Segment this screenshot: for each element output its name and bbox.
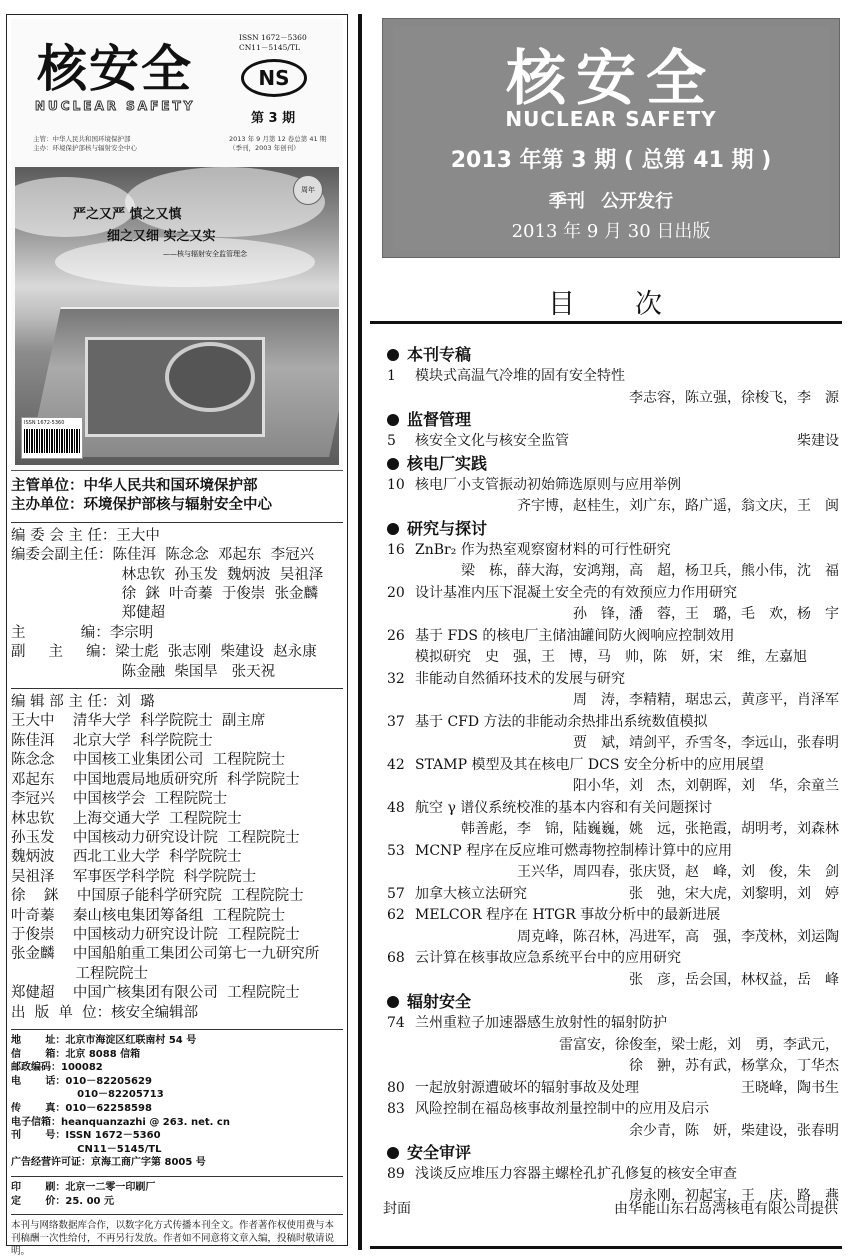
toc-article-title: MELCOR 程序在 HTGR 事故分析中的最新进展 [415, 907, 721, 923]
toc-page-number: 5 [387, 433, 396, 449]
reactor-ring-shape [165, 342, 255, 412]
cover-thumbnail-sponsors [33, 135, 137, 153]
contact-line: 地 址：北京市海淀区红联南村 54 号 [11, 1034, 197, 1046]
contact-line: 传 真：010－62258598 [11, 1102, 152, 1114]
toc-article[interactable] [383, 475, 843, 518]
toc-page-number: 42 [387, 756, 405, 773]
toc-article[interactable] [383, 905, 843, 948]
board-line: 副 主 编：梁士彪 张志刚 柴建设 赵永康 [11, 644, 317, 661]
toc-article-line [383, 540, 843, 562]
copyright-section [11, 1215, 343, 1260]
office-line: 陈佳洱 北京大学 科学院院士 [11, 732, 213, 749]
toc-category [383, 991, 843, 1013]
copyright-note: 本刊与网络数据库合作，以数字化方式传播本刊全文。作者著作权使用费与本刊稿酬一次性给付，不再另行发放。作者如不同意将文章入编，投稿时敬请说明。 [11, 1220, 335, 1258]
toc-article-title: 基于 CFD 方法的非能动余热排出系统数值模拟 [415, 713, 708, 730]
office-line: 邓起东 中国地震局地质研究所 科学院院士 [11, 771, 300, 788]
toc-article-continuation: 模拟研究 史 强，王 博，马 帅，陈 妍，宋 维，左嘉旭 [415, 649, 807, 665]
toc-article-authors: 梁 栋，薛大海，安鸿翔，高 超，杨卫兵，熊小伟，沈 福 [461, 563, 839, 579]
toc-page-number: 80 [387, 1079, 405, 1096]
toc-category-label: 监督管理 [407, 410, 472, 429]
journal-cover-inner [393, 27, 829, 251]
board-line: 陈金融 柴国旱 张天祝 [11, 663, 276, 680]
bullet-icon [387, 458, 399, 470]
toc-article[interactable] [383, 583, 843, 626]
office-line: 魏炳波 西北工业大学 科学院院士 [11, 849, 242, 866]
toc-article-line [383, 1099, 843, 1121]
barcode-bars [24, 429, 80, 453]
office-line: 李冠兴 中国核学会 工程院院士 [11, 791, 228, 808]
bullet-icon [387, 1147, 399, 1159]
office-line: 于俊崇 中国核动力研究设计院 工程院院士 [11, 926, 300, 943]
issn-text: ISSN 1672－5360 [239, 33, 307, 42]
toc-article-authors: 余少青，陈 妍，柴建设，张春明 [629, 1122, 839, 1139]
bullet-icon [387, 523, 399, 535]
office-line: 陈念念 中国核工业集团公司 工程院院士 [11, 752, 286, 769]
toc-page-number: 53 [387, 842, 405, 859]
contact-email: 电子信箱：heanquanzazhi @ 263. net. cn [11, 1116, 230, 1128]
bullet-icon [387, 996, 399, 1008]
toc-article[interactable] [383, 798, 843, 841]
toc-page-number: 62 [387, 907, 405, 923]
office-line: 吴祖泽 军事医学科学院 科学院院士 [11, 868, 257, 885]
left-column [6, 14, 348, 1258]
masthead-info [11, 473, 343, 1260]
contact-line: CN11－5145/TL [11, 1143, 162, 1155]
contact-section [11, 1030, 343, 1177]
board-line: 主 编：李宗明 [11, 624, 154, 641]
toc-article[interactable] [383, 712, 843, 755]
toc-page-number: 48 [387, 799, 405, 816]
toc-rule [370, 321, 842, 324]
slogan-line-2: 细之又细 实之又实 [107, 229, 216, 244]
sponsor-line: 主管：中华人民共和国环境保护部 [33, 135, 131, 143]
toc-category [383, 344, 843, 366]
price-line: 定 价：25. 00 元 [11, 1195, 114, 1207]
toc-article-authors: 李志容，陈立强，徐梭飞，李 源 [629, 389, 839, 406]
cover-thumbnail-issue: 第 3 期 [251, 111, 296, 126]
contact-line: 广告经营许可证：京海工商广字第 8005 号 [11, 1157, 206, 1169]
supervisor-line: 主管单位：中华人民共和国环境保护部 [11, 478, 258, 494]
office-line: 出 版 单 位：核安全编辑部 [11, 1004, 199, 1021]
toc-category [383, 1142, 843, 1164]
toc-article-line [383, 841, 843, 863]
toc-article-line [383, 626, 843, 648]
toc-category [383, 518, 843, 540]
sponsor-line: 主办：环境保护部核与辐射安全中心 [33, 144, 137, 152]
toc-article-title: 基于 FDS 的核电厂主储油罐间防火阀响应控制效用 [415, 627, 735, 644]
toc-article-line [383, 431, 843, 453]
editorial-board-section [11, 523, 343, 689]
toc-article-title: STAMP 模型及其在核电厂 DCS 安全分析中的应用展望 [415, 756, 764, 773]
print-line: 印 刷：北京一二零一印刷厂 [11, 1181, 156, 1193]
toc-article-authors: 贾 斌，靖剑平，乔雪冬，李远山，张春明 [573, 735, 839, 751]
toc-article-line [383, 366, 843, 388]
contact-line: 信 箱：北京 8088 信箱 [11, 1048, 141, 1060]
office-line: 张金麟 中国船舶重工集团公司第七一九研究所 [11, 946, 320, 963]
slogan-line-1: 严之又严 慎之又慎 [73, 207, 182, 222]
sponsor-unit-line: 主办单位：环境保护部核与辐射安全中心 [11, 497, 272, 514]
toc-article-title: 兰州重粒子加速器感生放射性的辐射防护 [415, 1015, 667, 1031]
toc-page-number: 68 [387, 950, 405, 966]
editorial-office-section [11, 689, 343, 1030]
toc-article-title: 非能动自然循环技术的发展与研究 [415, 670, 625, 687]
journal-cover-box [382, 18, 840, 258]
journal-pub-date: 2013 年 9 月 30 日出版 [511, 221, 711, 242]
toc-article-title: 核安全文化与核安全监管 [415, 433, 569, 449]
bullet-icon [387, 349, 399, 361]
office-line: 叶奇蓁 秦山核电集团筹备组 工程院院士 [11, 907, 286, 924]
toc-category [383, 453, 843, 475]
admin-section [11, 473, 343, 523]
board-line: 编委会副主任：陈佳洱 陈念念 邓起东 李冠兴 [11, 547, 315, 564]
contact-line: 刊 号：ISSN 1672－5360 [11, 1130, 161, 1142]
contact-line: 010－82205713 [11, 1089, 164, 1101]
board-line: 徐 銤 叶奇蓁 于俊崇 张金麟 [11, 586, 318, 603]
toc-article-line [383, 712, 843, 734]
cover-thumbnail-title: 核安全 [37, 39, 193, 98]
toc-article[interactable] [383, 1013, 843, 1078]
toc-article-authors: 韩善彪，李 锦，陆巍巍，姚 远，张艳霞，胡明考，刘森林 [461, 821, 839, 837]
toc-article-title: 风险控制在福岛核事故剂量控制中的应用及启示 [415, 1101, 709, 1117]
cover-credit [383, 1198, 838, 1218]
office-line: 王大中 清华大学 科学院院士 副主席 [11, 713, 266, 730]
cover-photo [15, 167, 339, 465]
toc-page-number: 1 [387, 368, 396, 384]
cover-credit-text: 由华能山东石岛湾核电有限公司提供 [614, 1201, 838, 1217]
slogan-line-3: ——核与辐射安全监管理念 [163, 250, 247, 258]
toc-article-title: 航空 γ 谱仪系统校准的基本内容和有关问题探讨 [415, 799, 713, 816]
journal-title: 核安全 [506, 44, 716, 114]
cloud-shape [55, 237, 315, 287]
office-line: 徐 銤 中国原子能科学研究院 工程院院士 [11, 888, 304, 905]
cover-credit-label: 封面 [383, 1201, 411, 1217]
toc-category-label: 核电厂实践 [407, 453, 488, 473]
toc-article[interactable] [383, 669, 843, 712]
journal-en-title: NUCLEAR SAFETY [505, 107, 717, 131]
anniversary-badge-icon: 周年 [293, 175, 323, 205]
toc-article-line [383, 755, 843, 777]
toc-article-authors: 房永刚，初起宝，王 庆，路 燕 [629, 1187, 839, 1204]
toc-article-title: MCNP 程序在反应堆可燃毒物控制棒计算中的应用 [415, 842, 733, 859]
toc-article-title: 设计基准内压下混凝土安全壳的有效预应力作用研究 [415, 584, 737, 601]
toc-article[interactable] [383, 884, 843, 906]
cn-text: CN11－5145/TL [239, 43, 300, 52]
board-line: 编 委 会 主 任：王大中 [11, 527, 160, 544]
cover-thumbnail [11, 19, 343, 471]
toc-article[interactable] [383, 841, 843, 884]
toc-article-title: 核电厂小支管振动初始筛选原则与应用举例 [415, 476, 681, 493]
toc-article-title: 浅谈反应堆压力容器主螺栓孔扩孔修复的核安全审查 [415, 1166, 737, 1182]
toc-article[interactable] [383, 1078, 843, 1100]
bullet-icon [387, 414, 399, 426]
toc-page-number: 16 [387, 541, 405, 558]
cover-thumbnail-en-title: NUCLEAR SAFETY [35, 99, 196, 113]
toc-article-authors: 齐宇博，赵桂生，刘广东，路广遥，翁文庆，王 闽 [517, 498, 839, 514]
column-divider [358, 14, 362, 1250]
journal-issue: 2013 年第 3 期 ( 总第 41 期 ) [450, 148, 772, 173]
toc-article-authors: 张 彦，岳会国，林权益，岳 峰 [629, 971, 839, 988]
toc-category-label: 本刊专稿 [407, 345, 472, 364]
toc-category-label: 辐射安全 [407, 992, 472, 1011]
toc-page-number: 37 [387, 713, 405, 730]
toc-category-label: 安全审评 [407, 1143, 472, 1162]
barcode-text: ISSN 1672-5360 [24, 420, 65, 426]
toc-page-number: 10 [387, 476, 405, 493]
print-section [11, 1177, 343, 1215]
cover-thumbnail-date [229, 135, 326, 153]
barcode-icon [21, 417, 83, 459]
toc-article-authors: 阳小华，刘 杰，刘朝晖，刘 华，余童兰 [573, 778, 839, 794]
toc-category [383, 409, 843, 431]
toc-article-authors: 周 涛，李精精，琚忠云，黄彦平，肖泽军 [573, 692, 839, 708]
table-of-contents [383, 344, 843, 1207]
toc-article[interactable] [383, 366, 843, 409]
toc-page-number: 57 [387, 885, 405, 902]
contact-line: 电 话：010－82205629 [11, 1075, 152, 1087]
toc-article[interactable] [383, 540, 843, 583]
toc-page-number: 89 [387, 1166, 405, 1182]
toc-article-authors: 徐 翀，苏有武，杨掌众，丁华杰 [629, 1058, 839, 1074]
toc-article-title: 加拿大核立法研究 [415, 885, 527, 902]
toc-category-label: 研究与探讨 [407, 518, 488, 538]
toc-article-title: 云计算在核事故应急系统平台中的应用研究 [415, 950, 681, 966]
office-line: 郑健超 中国广核集团有限公司 工程院院士 [11, 985, 300, 1002]
toc-article-authors: 王晓峰，陶书生 [741, 1079, 839, 1096]
cover-thumbnail-issn [239, 33, 307, 53]
ns-logo-icon: NS [241, 59, 307, 97]
toc-article-line [383, 1013, 843, 1035]
toc-article-line [383, 1164, 843, 1186]
toc-article-authors: 张 弛，宋大虎，刘黎明，刘 婷 [629, 885, 839, 902]
toc-article-line [383, 583, 843, 605]
toc-article-title: 模块式高温气冷堆的固有安全特性 [415, 368, 625, 384]
board-line: 郑健超 [11, 605, 166, 622]
office-line: 孙玉发 中国核动力研究设计院 工程院院士 [11, 829, 300, 846]
toc-article[interactable] [383, 1099, 843, 1142]
toc-heading: 目次 [548, 289, 722, 320]
toc-page-number: 74 [387, 1015, 405, 1031]
date-line: （季刊，2003 年创刊） [229, 144, 300, 152]
toc-article-authors: 周克峰，陈召林，冯进军，高 强，李茂林，刘运陶 [517, 928, 839, 945]
toc-page-number: 32 [387, 670, 405, 687]
journal-frequency: 季刊 公开发行 [548, 191, 674, 212]
toc-article[interactable] [383, 431, 843, 453]
office-line: 林忠钦 上海交通大学 工程院院士 [11, 810, 242, 827]
board-line: 林忠钦 孙玉发 魏炳波 吴祖泽 [11, 566, 324, 583]
toc-article-line [383, 798, 843, 820]
bottom-rule [370, 1246, 842, 1249]
toc-page-number: 26 [387, 627, 405, 644]
date-line: 2013 年 9 月第 12 卷总第 41 期 [229, 135, 327, 143]
contact-line: 邮政编码：100082 [11, 1062, 103, 1074]
toc-article[interactable] [383, 948, 843, 991]
office-line: 编 辑 部 主 任：刘 璐 [11, 694, 155, 711]
toc-article-line [383, 948, 843, 970]
toc-article[interactable] [383, 755, 843, 798]
toc-article-authors: 雷富安，徐俊奎，梁士彪，刘 勇，李武元， [559, 1036, 839, 1053]
toc-article-title: ZnBr₂ 作为热室观察窗材料的可行性研究 [415, 541, 671, 558]
office-line: 工程院院士 [11, 965, 149, 982]
toc-article-line [383, 905, 843, 927]
toc-article-title: 一起放射源遭破坏的辐射事故及处理 [415, 1079, 639, 1096]
toc-article-line [383, 669, 843, 691]
toc-article-line [383, 475, 843, 497]
toc-page-number: 83 [387, 1101, 405, 1117]
toc-article-authors: 孙 锋，潘 蓉，王 璐，毛 欢，杨 宇 [573, 606, 839, 622]
toc-page-number: 20 [387, 584, 405, 601]
toc-article[interactable] [383, 626, 843, 669]
toc-article-authors: 王兴华，周四春，张庆贤，赵 峰，刘 俊，朱 剑 [517, 864, 839, 880]
toc-article-authors: 柴建设 [797, 433, 839, 449]
